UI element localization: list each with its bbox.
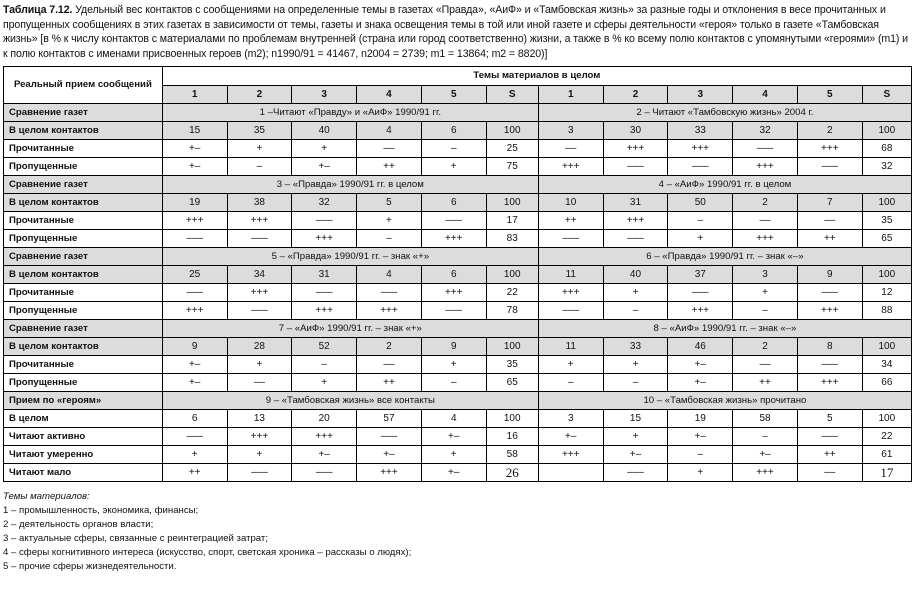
table-cell: +++ [797,302,862,320]
section-label: Сравнение газет [4,248,163,266]
table-cell: ––– [538,302,603,320]
table-cell: +– [733,446,798,464]
table-row [4,266,912,284]
table-cell: ––– [668,284,733,302]
table-row [4,230,912,248]
table-row [4,410,912,428]
table-cell: +– [538,428,603,446]
header-number-cell: 3 [292,86,357,104]
section-left-title: 7 – «АиФ» 1990/91 гг. – знак «+» [162,320,538,338]
table-cell: +– [668,356,733,374]
table-cell: – [733,428,798,446]
table-cell: +++ [421,230,486,248]
table-cell: 9 [162,338,227,356]
table-row [4,302,912,320]
table-cell: 61 [862,446,911,464]
table-cell: 50 [668,194,733,212]
table-cell: –– [797,212,862,230]
table-cell: 22 [862,428,911,446]
table-cell: ––– [797,284,862,302]
table-cell: 33 [603,338,668,356]
table-cell: 3 [733,266,798,284]
table-cell: ++ [797,230,862,248]
table-cell: 19 [162,194,227,212]
table-cell: +++ [538,446,603,464]
table-cell: +++ [797,140,862,158]
table-cell: 100 [862,338,911,356]
table-cell: 6 [421,194,486,212]
table-row [4,140,912,158]
section-right-title: 8 – «АиФ» 1990/91 гг. – знак «–» [538,320,911,338]
table-cell: 32 [862,158,911,176]
table-body [4,67,912,482]
section-label: Сравнение газет [4,104,163,122]
table-cell: +++ [227,284,292,302]
table-cell: – [357,230,422,248]
table-cell: 31 [292,266,357,284]
table-row [4,338,912,356]
table-cell: ––– [292,464,357,482]
table-cell: + [421,446,486,464]
table-cell: –– [733,356,798,374]
header-number-cell: 1 [162,86,227,104]
table-cell: + [421,356,486,374]
row-label: В целом [4,410,163,428]
table-cell: 34 [227,266,292,284]
table-cell: 6 [421,266,486,284]
table-cell: 30 [603,122,668,140]
table-cell: +++ [733,230,798,248]
table-cell: 83 [486,230,538,248]
table-cell: 9 [421,338,486,356]
header-number-cell: 5 [797,86,862,104]
table-cell: – [292,356,357,374]
table-cell: – [227,158,292,176]
table-cell: + [421,158,486,176]
table-cell: + [603,356,668,374]
table-cell: 12 [862,284,911,302]
caption-label: Таблица 7.12. [3,4,73,16]
table-cell: ++ [357,158,422,176]
row-label: Пропущенные [4,374,163,392]
table-cell: +– [421,428,486,446]
table-row [4,122,912,140]
table-cell: ––– [162,230,227,248]
table-cell [538,464,603,482]
table-cell: –– [538,140,603,158]
table-cell: 3 [538,122,603,140]
header-number-cell: S [486,86,538,104]
table-row [4,158,912,176]
row-label: Прочитанные [4,356,163,374]
table-cell: ––– [292,212,357,230]
table-cell: +++ [733,158,798,176]
table-cell: +++ [292,428,357,446]
table-cell: +++ [603,140,668,158]
table-cell: ––– [733,140,798,158]
table-cell: 11 [538,266,603,284]
table-cell: ––– [603,464,668,482]
table-cell: 40 [603,266,668,284]
section-row [4,392,912,410]
header-number-cell: 1 [538,86,603,104]
table-cell: +++ [733,464,798,482]
row-label: Прочитанные [4,140,163,158]
table-cell: +– [162,374,227,392]
section-label: Сравнение газет [4,320,163,338]
table-cell: +– [292,158,357,176]
table-cell: 13 [227,410,292,428]
table-cell: ––– [162,428,227,446]
table-cell: 4 [357,266,422,284]
table-cell: ––– [162,284,227,302]
table-row [4,446,912,464]
table-cell: + [733,284,798,302]
table-cell: – [538,374,603,392]
table-cell: + [357,212,422,230]
section-right-title: 10 – «Тамбовская жизнь» прочитано [538,392,911,410]
table-cell: +– [162,158,227,176]
table-cell: +– [668,374,733,392]
table-row [4,194,912,212]
table-cell: 46 [668,338,733,356]
table-cell: ++ [538,212,603,230]
table-cell: ––– [227,230,292,248]
section-left-title: 3 – «Правда» 1990/91 гг. в целом [162,176,538,194]
table-cell: + [227,140,292,158]
table-cell: +++ [162,212,227,230]
table-cell: 15 [162,122,227,140]
table-cell: ––– [227,302,292,320]
table-cell: 75 [486,158,538,176]
table-cell: +– [668,428,733,446]
table-cell: + [603,428,668,446]
table-cell: 8 [797,338,862,356]
table-cell: 57 [357,410,422,428]
section-row [4,176,912,194]
table-cell: – [603,374,668,392]
row-label: В целом контактов [4,266,163,284]
row-label: Пропущенные [4,230,163,248]
table-cell: + [292,374,357,392]
header-row [4,67,912,86]
header-number-cell: 4 [357,86,422,104]
table-cell: 15 [603,410,668,428]
row-label: Прочитанные [4,212,163,230]
table-cell: +++ [668,302,733,320]
table-row [4,464,912,482]
section-row [4,104,912,122]
note-item: 1 – промышленность, экономика, финансы; [3,505,199,517]
table-cell: +++ [357,302,422,320]
table-cell: + [538,356,603,374]
section-right-title: 4 – «АиФ» 1990/91 гг. в целом [538,176,911,194]
section-row [4,320,912,338]
table-cell: ––– [227,464,292,482]
table-cell: 32 [292,194,357,212]
table-cell: ––– [292,284,357,302]
table-cell: 35 [227,122,292,140]
section-right-title: 2 – Читают «Тамбовскую жизнь» 2004 г. [538,104,911,122]
table-cell: +++ [538,284,603,302]
table-cell: 100 [486,122,538,140]
row-label: Пропущенные [4,302,163,320]
row-label: Читают умеренно [4,446,163,464]
note-item: 4 – сферы когнитивного интереса (искусство, спорт, светская хроника – рассказы о людях); [3,547,412,559]
table-cell: +– [292,446,357,464]
table-cell: +++ [357,464,422,482]
table-row [4,284,912,302]
header-themes: Темы материалов в целом [162,67,911,86]
section-right-title: 6 – «Правда» 1990/91 гг. – знак «–» [538,248,911,266]
table-cell: 2 [357,338,422,356]
table-cell: 31 [603,194,668,212]
table-cell: 68 [862,140,911,158]
table-cell: 2 [733,338,798,356]
table-cell: +++ [421,284,486,302]
table-cell: – [421,374,486,392]
table-cell: +– [603,446,668,464]
table-cell: 19 [668,410,733,428]
table-cell: 58 [486,446,538,464]
table-cell: ––– [603,158,668,176]
table-cell: –– [357,356,422,374]
table-cell: 38 [227,194,292,212]
table-cell: 6 [162,410,227,428]
table-cell: ––– [668,158,733,176]
table-cell: 66 [862,374,911,392]
table-cell: ––– [538,230,603,248]
table-cell: +– [162,140,227,158]
section-left-title: 5 – «Правда» 1990/91 гг. – знак «+» [162,248,538,266]
note-item: 2 – деятельность органов власти; [3,519,154,531]
row-label: Читают активно [4,428,163,446]
table-cell: 100 [486,194,538,212]
section-label: Прием по «героям» [4,392,163,410]
table-cell: 100 [862,122,911,140]
table-cell: – [733,302,798,320]
section-left-title: 1 –Читают «Правду» и «АиФ» 1990/91 гг. [162,104,538,122]
row-label: Пропущенные [4,158,163,176]
table-cell: 100 [486,338,538,356]
section-left-title: 9 – «Тамбовская жизнь» все контакты [162,392,538,410]
table-cell: +++ [668,140,733,158]
table-cell: 9 [797,266,862,284]
table-cell: 100 [862,266,911,284]
notes-title: Темы материалов: [3,491,90,503]
table-cell: ++ [357,374,422,392]
table-row [4,428,912,446]
table-cell: 17 [486,212,538,230]
row-label: Читают мало [4,464,163,482]
table-cell: 100 [486,410,538,428]
table-cell: +– [357,446,422,464]
caption-text: Удельный вес контактов с сообщениями на определенные темы в газетах «Правда», «АиФ» и «Тамбовская жизнь» за разные годы и отклонения в весе прочитанных и пропущенных сообщениях в этих газетах в зависимости от темы, газеты и знака освещения темы в той или иной газете и сферы деятельности «героя» только в газете «Тамбовская жизнь» [в % к числу контактов с материалами по проблемам внутренней (страна или город соответственно) жизни, а также в % ко всему полю контактов с упомянутыми «героями» (m1) и к полю контактов с именами присвоенных героев (m2); n1990/91 = 41467, n2004 = 2739; m1 = 13864; m2 = 8820)] [3,4,908,60]
table-cell: 100 [486,266,538,284]
row-label: В целом контактов [4,338,163,356]
table-cell: 6 [421,122,486,140]
table-cell: +++ [292,230,357,248]
header-number-cell: S [862,86,911,104]
table-row [4,374,912,392]
table-row [4,356,912,374]
table-cell: 58 [733,410,798,428]
table-cell: ––– [357,428,422,446]
table-cell: ––– [357,284,422,302]
header-number-cell: 2 [227,86,292,104]
table-cell: 52 [292,338,357,356]
note-item: 5 – прочие сферы жизнедеятельности. [3,561,177,573]
table-cell: 100 [862,194,911,212]
table-row [4,212,912,230]
header-corner: Реальный прием сообщений [4,67,163,104]
table-cell: ––– [421,302,486,320]
table-cell: 35 [486,356,538,374]
table-cell: 20 [292,410,357,428]
table-cell: – [668,446,733,464]
table-cell: 28 [227,338,292,356]
table-cell: 11 [538,338,603,356]
table-cell: +– [421,464,486,482]
table-cell: +++ [538,158,603,176]
data-table [3,66,912,482]
table-cell: –– [357,140,422,158]
notes [3,490,912,574]
table-cell: +++ [603,212,668,230]
table-cell: ––– [797,356,862,374]
table-cell: +++ [797,374,862,392]
table-cell: 78 [486,302,538,320]
table-cell: +++ [292,302,357,320]
table-cell: 65 [486,374,538,392]
row-label: В целом контактов [4,194,163,212]
table-cell: 65 [862,230,911,248]
section-row [4,248,912,266]
table-cell: 7 [797,194,862,212]
table-cell: 100 [862,410,911,428]
table-cell: 16 [486,428,538,446]
table-cell: ––– [603,230,668,248]
table-cell: 33 [668,122,733,140]
header-number-cell: 2 [603,86,668,104]
table-cell: 22 [486,284,538,302]
table-cell: 88 [862,302,911,320]
table-cell: 4 [421,410,486,428]
header-number-cell: 3 [668,86,733,104]
table-cell: +++ [227,212,292,230]
table-cell: ––– [797,158,862,176]
table-cell: + [162,446,227,464]
table-cell: + [603,284,668,302]
table-cell: 4 [357,122,422,140]
section-label: Сравнение газет [4,176,163,194]
table-cell: +++ [227,428,292,446]
table-cell: 35 [862,212,911,230]
table-cell: + [668,464,733,482]
table-cell: 25 [162,266,227,284]
table-cell: 2 [797,122,862,140]
table-cell: + [227,446,292,464]
header-number-cell: 5 [421,86,486,104]
table-cell: 25 [486,140,538,158]
table-cell: + [227,356,292,374]
table-cell: ++ [733,374,798,392]
table-cell: 40 [292,122,357,140]
table-cell: 17 [862,464,911,482]
table-cell: –– [227,374,292,392]
table-cell: 10 [538,194,603,212]
table-cell: + [292,140,357,158]
table-cell: ––– [421,212,486,230]
row-label: Прочитанные [4,284,163,302]
table-cell: – [668,212,733,230]
table-cell: ++ [797,446,862,464]
table-cell: 37 [668,266,733,284]
table-cell: ++ [162,464,227,482]
table-cell: –– [797,464,862,482]
notes-list [3,504,912,574]
table-cell: 34 [862,356,911,374]
table-cell: +++ [162,302,227,320]
table-cell: 32 [733,122,798,140]
header-number-cell: 4 [733,86,798,104]
table-cell: – [421,140,486,158]
table-cell: 26 [486,464,538,482]
table-cell: + [668,230,733,248]
table-cell: +– [162,356,227,374]
table-cell: 5 [797,410,862,428]
table-cell: –– [733,212,798,230]
note-item: 3 – актуальные сферы, связанные с реинтеграцией затрат; [3,533,268,545]
table-cell: 5 [357,194,422,212]
table-cell: ––– [797,428,862,446]
row-label: В целом контактов [4,122,163,140]
table-caption [3,3,912,61]
table-cell: – [603,302,668,320]
table-cell: 3 [538,410,603,428]
table-cell: 2 [733,194,798,212]
